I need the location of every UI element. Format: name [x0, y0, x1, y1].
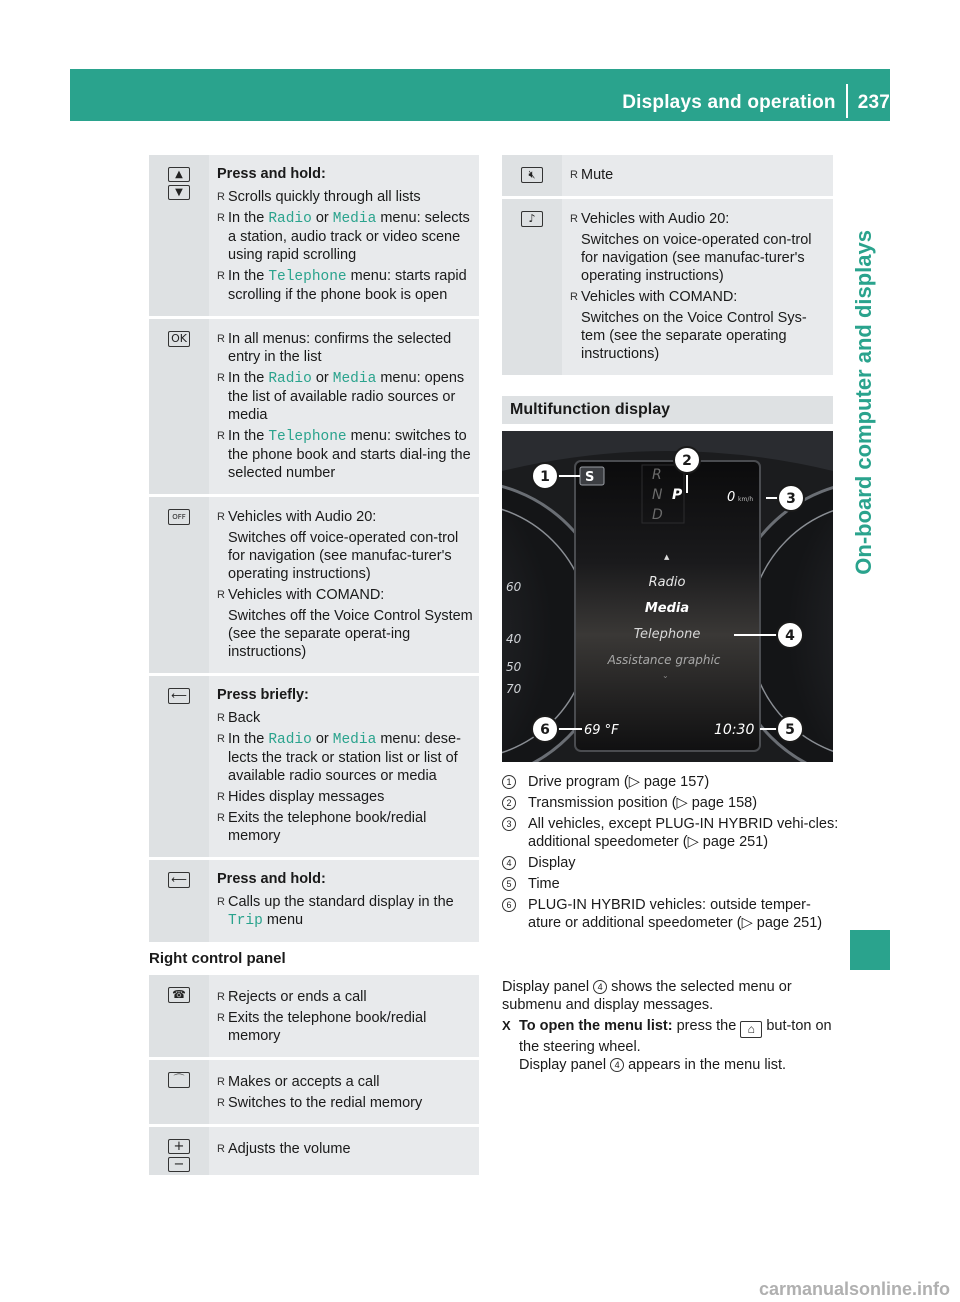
menu-name-link: Telephone — [268, 269, 347, 285]
table-row — [149, 319, 479, 497]
list-subtext: Switches off the Voice Control System (see the separate operat-ing instructions) — [228, 608, 473, 660]
legend-text: All vehicles, except PLUG-IN HYBRID vehi-cles: additional speedometer (▷ page 251) — [528, 816, 839, 850]
legend-text: Time — [528, 876, 560, 892]
bullet-list — [217, 330, 473, 482]
item-text: Back — [228, 710, 261, 726]
gear-r: R — [652, 467, 662, 483]
right-control-table — [149, 975, 479, 1178]
svg-text:70: 70 — [506, 682, 522, 696]
legend-item — [502, 854, 842, 872]
list-item — [217, 730, 473, 785]
menu-item-assistance: Assistance graphic — [607, 653, 721, 667]
row-symbol — [149, 1060, 209, 1124]
back-icon: ⟵ — [168, 872, 190, 888]
item-text: In the — [228, 731, 269, 747]
list-subtext: Switches off voice-operated con-trol for navigation (see manufac-turer's operating instructions) — [228, 530, 459, 582]
back-icon: ⟵ — [168, 688, 190, 704]
gear-p: P — [672, 487, 683, 503]
legend-number: 2 — [502, 796, 516, 810]
item-text: In the — [228, 370, 269, 386]
voice-off-icon: OFF — [168, 509, 190, 525]
bullet-list — [217, 1140, 473, 1158]
legend-number: 3 — [502, 817, 516, 831]
item-text: or — [311, 370, 333, 386]
arrow-up-down-icon: ▲ ▼ — [168, 167, 190, 203]
item-text: Calls up the standard display in the — [228, 894, 454, 910]
table-row — [149, 975, 479, 1060]
left-control-table — [149, 155, 479, 945]
volume-plus-minus-icon: + − — [168, 1139, 190, 1175]
item-text: Rejects or ends a call — [228, 989, 367, 1005]
list-item — [570, 210, 827, 285]
callout-5: 5 — [785, 722, 795, 738]
list-item — [217, 586, 473, 661]
row-heading: Press briefly: — [217, 687, 309, 703]
table-row — [149, 676, 479, 860]
menu-name-link: Radio — [268, 371, 312, 387]
list-subtext: Switches on voice-operated con-trol for navigation (see manufac-turer's operating instructions) — [581, 232, 812, 284]
legend-text: PLUG-IN HYBRID vehicles: outside temper-ature or additional speedometer (▷ page 251) — [528, 897, 823, 931]
cluster-illustration — [502, 431, 833, 762]
bullet-list — [217, 893, 473, 930]
menu-name-link: Media — [332, 732, 377, 748]
bullet-list — [217, 188, 473, 304]
list-item — [217, 1073, 473, 1091]
legend-number: 5 — [502, 877, 516, 891]
list-item — [217, 709, 473, 727]
time-text: 10:30 — [714, 722, 755, 738]
bullet-list — [570, 166, 827, 184]
step-text-b: but-ton on the steering wheel. — [519, 1018, 832, 1055]
right-control-title: Right control panel — [149, 950, 286, 967]
instruction-step — [502, 1017, 842, 1074]
list-item — [217, 188, 473, 206]
item-text: Exits the telephone book/redial memory — [228, 1010, 427, 1044]
legend-number: 1 — [502, 775, 516, 789]
list-item — [217, 427, 473, 482]
row-description — [209, 497, 479, 673]
side-tab-block — [850, 930, 890, 970]
bullet-list — [217, 709, 473, 845]
legend-item — [502, 815, 842, 851]
list-item — [570, 288, 827, 363]
legend-item — [502, 875, 842, 893]
legend-text: Display — [528, 855, 576, 871]
item-text: Hides display messages — [228, 789, 385, 805]
row-description — [562, 199, 833, 375]
menu-name-link: Radio — [268, 732, 312, 748]
table-row — [149, 860, 479, 945]
end-call-icon: ☎ — [168, 987, 190, 1003]
list-item — [217, 893, 473, 930]
item-text: Vehicles with Audio 20: — [581, 211, 730, 227]
row-symbol — [149, 676, 209, 857]
display-panel-paragraph — [502, 978, 842, 1014]
legend-item — [502, 794, 842, 812]
list-item — [217, 1140, 473, 1158]
item-text: Adjusts the volume — [228, 1141, 351, 1157]
list-item — [217, 1094, 473, 1112]
row-description — [209, 1127, 479, 1175]
row-symbol — [149, 319, 209, 494]
menu-name-link: Telephone — [268, 429, 347, 445]
row-symbol — [149, 975, 209, 1057]
voice-on-icon: ♪ — [521, 211, 543, 227]
list-item — [217, 809, 473, 845]
item-text: In the — [228, 428, 269, 444]
item-text: menu: selects a station, audio track or video scene using rapid scrolling — [228, 210, 470, 263]
svg-text:60: 60 — [506, 580, 522, 594]
step-text-c: Display panel — [519, 1056, 611, 1073]
legend-item — [502, 896, 842, 932]
item-text: menu — [262, 912, 304, 928]
step-label: To open the menu list: — [519, 1018, 673, 1034]
table-row — [502, 155, 833, 199]
item-text: Mute — [581, 167, 614, 183]
list-item — [217, 209, 473, 264]
speed-unit: km/h — [738, 496, 754, 503]
ref-num-4: 4 — [593, 980, 607, 994]
row-symbol — [149, 860, 209, 942]
side-tab — [846, 230, 882, 770]
table-row — [149, 1060, 479, 1127]
callout-6: 6 — [540, 722, 550, 738]
list-item — [217, 369, 473, 424]
row-symbol — [149, 155, 209, 316]
watermark: carmanualsonline.info — [758, 1279, 950, 1299]
menu-name-link: Radio — [268, 211, 312, 227]
list-item — [217, 1009, 473, 1045]
page-header — [622, 86, 890, 120]
row-heading: Press and hold: — [217, 871, 326, 887]
row-symbol — [149, 1127, 209, 1175]
svg-text:40: 40 — [506, 632, 522, 646]
gear-d: D — [652, 507, 663, 523]
row-symbol — [502, 199, 562, 375]
menu-up-arrow: ▲ — [664, 553, 670, 561]
item-text: or — [311, 210, 333, 226]
table-row — [149, 1127, 479, 1178]
item-text: Vehicles with COMAND: — [581, 289, 738, 305]
bullet-list — [217, 1073, 473, 1112]
list-item — [570, 166, 827, 184]
bullet-list — [570, 210, 827, 363]
row-description — [209, 1060, 479, 1124]
speed-value: 0 — [727, 490, 736, 505]
item-text: Scrolls quickly through all lists — [228, 189, 421, 205]
menu-name-link: Media — [332, 371, 377, 387]
item-text: In all menus: confirms the selected entry in the list — [228, 331, 452, 365]
legend-text: Drive program (▷ page 157) — [528, 774, 710, 790]
list-subtext: Switches on the Voice Control Sys-tem (see the separate operating instructions) — [581, 310, 807, 362]
item-text: Vehicles with COMAND: — [228, 587, 385, 603]
step-text-a: press the — [672, 1018, 741, 1034]
table-row — [149, 155, 479, 319]
legend-item — [502, 773, 842, 791]
home-button-icon: ⌂ — [740, 1021, 762, 1038]
menu-name-link: Trip — [228, 913, 263, 929]
legend-text: Transmission position (▷ page 158) — [528, 795, 758, 811]
ref-num-4b: 4 — [610, 1058, 624, 1072]
item-text: or — [311, 731, 333, 747]
drive-program-text: S — [585, 470, 595, 485]
side-tab-label: On-board computer and displays — [851, 230, 876, 575]
body-paragraphs — [502, 978, 842, 1074]
item-text: In the — [228, 268, 269, 284]
para-text-b: shows the selected menu or submenu and display messages. — [502, 979, 792, 1013]
menu-item-telephone: Telephone — [633, 627, 701, 642]
callout-4: 4 — [785, 628, 795, 644]
right-top-table — [502, 155, 833, 378]
row-description — [209, 319, 479, 494]
multifunction-display-photo — [502, 431, 833, 762]
row-heading: Press and hold: — [217, 166, 326, 182]
gear-n: N — [652, 487, 663, 503]
list-item — [217, 508, 473, 583]
callout-1: 1 — [540, 469, 550, 485]
item-text: menu: switches to the phone book and starts dial-ing the selected number — [228, 428, 471, 481]
row-symbol — [502, 155, 562, 196]
mute-icon: 🔇︎ — [521, 167, 543, 183]
item-text: menu: starts rapid scrolling if the phone book is open — [228, 268, 467, 303]
list-item — [217, 788, 473, 806]
row-description — [562, 155, 833, 196]
menu-down-arrow: ⌄ — [662, 671, 669, 680]
item-text: Makes or accepts a call — [228, 1074, 380, 1090]
table-row — [149, 497, 479, 676]
row-symbol — [149, 497, 209, 673]
temperature-text: 69 °F — [584, 723, 619, 738]
item-text: Switches to the redial memory — [228, 1095, 423, 1111]
accept-call-icon: ⌒ — [168, 1072, 190, 1088]
callout-legend — [502, 770, 842, 932]
header-title: Displays and operation — [622, 92, 836, 114]
menu-item-radio: Radio — [648, 575, 686, 590]
item-text: Exits the telephone book/redial memory — [228, 810, 427, 844]
step-text-d: appears in the menu list. — [624, 1056, 787, 1073]
callout-3: 3 — [786, 491, 796, 507]
header-separator — [846, 84, 848, 118]
menu-item-media: Media — [644, 601, 690, 616]
legend-number: 6 — [502, 898, 516, 912]
ok-button-icon: OK — [168, 331, 190, 347]
item-text: In the — [228, 210, 269, 226]
row-description — [209, 860, 479, 942]
table-row — [502, 199, 833, 378]
list-item — [217, 267, 473, 304]
callout-2: 2 — [682, 453, 692, 469]
legend-number: 4 — [502, 856, 516, 870]
multifunction-title: Multifunction display — [502, 396, 833, 424]
item-text: menu: opens the list of available radio sources or media — [228, 370, 465, 423]
bullet-list — [217, 508, 473, 661]
page-number: 237 — [857, 92, 890, 114]
item-text: Vehicles with Audio 20: — [228, 509, 377, 525]
para-text-a: Display panel — [502, 979, 594, 995]
row-description — [209, 676, 479, 857]
menu-name-link: Media — [332, 211, 377, 227]
bullet-list — [217, 988, 473, 1045]
list-item — [217, 330, 473, 366]
row-description — [209, 155, 479, 316]
row-description — [209, 975, 479, 1057]
list-item — [217, 988, 473, 1006]
item-text: menu: dese-lects the track or station list or list of available radio sources or media — [228, 731, 461, 784]
svg-text:50: 50 — [506, 660, 522, 674]
